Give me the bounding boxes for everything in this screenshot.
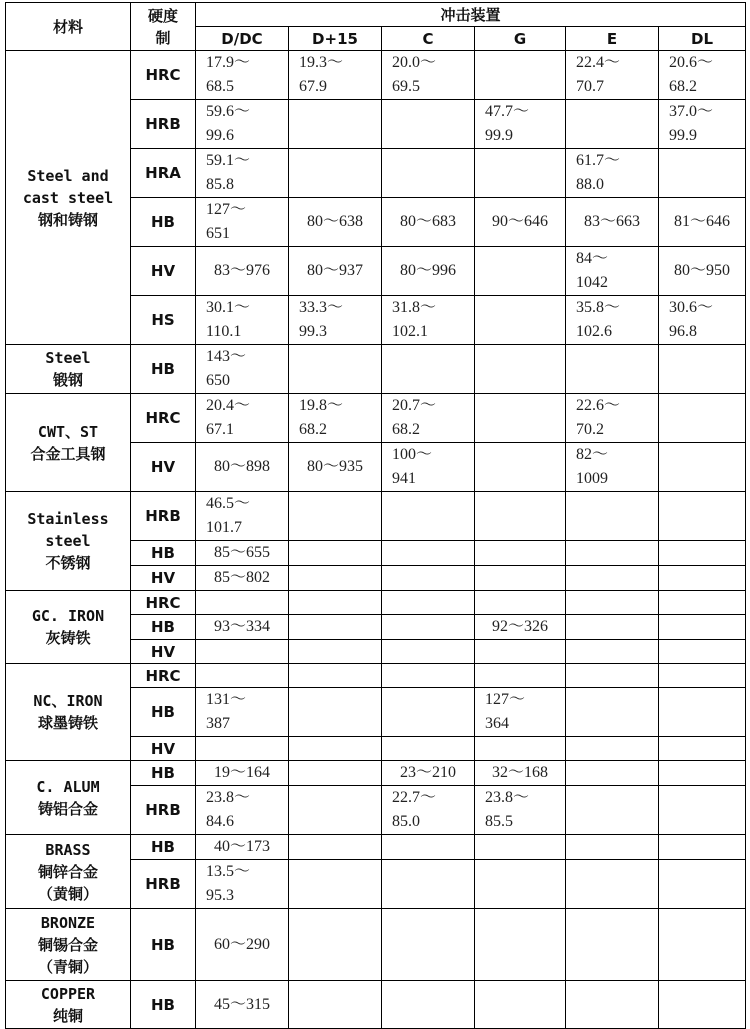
hardness-scale-cell: HRA <box>131 149 196 198</box>
value-cell: 80～638 <box>289 198 382 247</box>
value-cell <box>382 835 475 860</box>
value-cell: 32～168 <box>475 761 566 786</box>
value-cell <box>196 664 289 688</box>
value-cell: 23.8～ 85.5 <box>475 786 566 835</box>
value-cell <box>475 860 566 909</box>
value-cell: 40～173 <box>196 835 289 860</box>
table-row <box>6 664 746 688</box>
value-cell <box>566 737 659 761</box>
material-name-en: Steel <box>45 349 91 367</box>
value-cell: 93～334 <box>196 615 289 640</box>
value-cell: 80～898 <box>196 443 289 492</box>
value-cell: 19.3～ 67.9 <box>289 51 382 100</box>
value-cell: 85～655 <box>196 541 289 566</box>
value-cell <box>289 492 382 541</box>
hardness-scale-cell: HRC <box>131 591 196 615</box>
value-cell <box>289 761 382 786</box>
material-cell <box>6 51 131 345</box>
hardness-scale-cell: HB <box>131 541 196 566</box>
value-cell <box>289 688 382 737</box>
hardness-scale-cell: HS <box>131 296 196 345</box>
value-cell: 131～ 387 <box>196 688 289 737</box>
value-cell <box>475 443 566 492</box>
value-cell: 45～315 <box>196 981 289 1029</box>
table-header <box>6 3 746 51</box>
table-body <box>6 51 746 1029</box>
value-cell: 80～950 <box>659 247 746 296</box>
value-cell: 19.8～ 68.2 <box>289 394 382 443</box>
value-cell <box>566 909 659 981</box>
material-cell <box>6 394 131 492</box>
material-name-en: C. ALUM <box>36 777 100 796</box>
table-row <box>6 981 746 1029</box>
header-hardness-scale <box>131 3 196 51</box>
value-cell: 20.7～ 68.2 <box>382 394 475 443</box>
material-cell <box>6 664 131 761</box>
hardness-conversion-table-container <box>5 2 746 1029</box>
value-cell <box>659 860 746 909</box>
value-cell <box>382 737 475 761</box>
value-cell: 127～ 364 <box>475 688 566 737</box>
hardness-scale-cell: HB <box>131 615 196 640</box>
hardness-scale-cell: HB <box>131 345 196 394</box>
value-cell <box>566 591 659 615</box>
value-cell: 61.7～ 88.0 <box>566 149 659 198</box>
value-cell: 83～663 <box>566 198 659 247</box>
value-cell <box>659 149 746 198</box>
value-cell <box>475 247 566 296</box>
value-cell <box>566 100 659 149</box>
value-cell: 80～935 <box>289 443 382 492</box>
value-cell <box>659 981 746 1029</box>
header-device-dl: DL <box>659 27 746 51</box>
value-cell <box>659 615 746 640</box>
header-material: 材料 <box>6 3 131 51</box>
value-cell <box>659 640 746 664</box>
value-cell <box>475 909 566 981</box>
hardness-scale-cell: HB <box>131 981 196 1029</box>
value-cell <box>382 909 475 981</box>
hardness-scale-cell: HV <box>131 566 196 591</box>
value-cell <box>475 394 566 443</box>
value-cell: 30.6～ 96.8 <box>659 296 746 345</box>
hardness-scale-cell: HRB <box>131 786 196 835</box>
value-cell <box>196 640 289 664</box>
value-cell: 31.8～ 102.1 <box>382 296 475 345</box>
material-cell <box>6 345 131 394</box>
material-cell <box>6 591 131 664</box>
material-name-cn: 钢和铸钢 <box>37 210 98 229</box>
value-cell <box>475 664 566 688</box>
value-cell: 13.5～ 95.3 <box>196 860 289 909</box>
value-cell: 80～683 <box>382 198 475 247</box>
value-cell <box>382 541 475 566</box>
value-cell <box>566 664 659 688</box>
value-cell <box>566 345 659 394</box>
value-cell <box>382 149 475 198</box>
value-cell <box>289 541 382 566</box>
material-name-en: BRASS <box>45 840 91 859</box>
value-cell <box>382 591 475 615</box>
table-row <box>6 761 746 786</box>
material-name-cn: 合金工具钢 <box>30 444 106 463</box>
value-cell: 20.6～ 68.2 <box>659 51 746 100</box>
material-name-en: GC. IRON <box>31 607 105 625</box>
value-cell <box>566 566 659 591</box>
value-cell <box>566 492 659 541</box>
hardness-scale-cell: HV <box>131 640 196 664</box>
value-cell <box>382 688 475 737</box>
value-cell: 80～937 <box>289 247 382 296</box>
value-cell <box>566 761 659 786</box>
value-cell: 81～646 <box>659 198 746 247</box>
value-cell <box>475 345 566 394</box>
value-cell: 80～996 <box>382 247 475 296</box>
value-cell <box>659 443 746 492</box>
material-cell <box>6 981 131 1029</box>
material-name-en: Stainless steel <box>27 510 109 550</box>
value-cell <box>289 786 382 835</box>
value-cell <box>475 640 566 664</box>
hardness-scale-cell: HRC <box>131 664 196 688</box>
hardness-scale-cell: HV <box>131 737 196 761</box>
value-cell <box>659 761 746 786</box>
value-cell: 59.6～ 99.6 <box>196 100 289 149</box>
value-cell <box>289 566 382 591</box>
header-device-c: C <box>382 27 475 51</box>
value-cell: 83～976 <box>196 247 289 296</box>
table-row <box>6 51 746 100</box>
material-name-en: BRONZE <box>40 913 96 932</box>
hardness-scale-cell: HB <box>131 198 196 247</box>
value-cell <box>659 591 746 615</box>
value-cell <box>475 296 566 345</box>
value-cell <box>659 345 746 394</box>
value-cell <box>382 566 475 591</box>
value-cell <box>475 492 566 541</box>
value-cell <box>289 149 382 198</box>
hardness-scale-cell: HV <box>131 247 196 296</box>
value-cell <box>289 591 382 615</box>
value-cell <box>475 566 566 591</box>
value-cell: 100～ 941 <box>382 443 475 492</box>
value-cell <box>382 664 475 688</box>
header-device-d-dc: D/DC <box>196 27 289 51</box>
hardness-scale-cell: HB <box>131 909 196 981</box>
value-cell <box>659 541 746 566</box>
value-cell <box>659 835 746 860</box>
value-cell <box>475 981 566 1029</box>
value-cell <box>289 909 382 981</box>
value-cell: 92～326 <box>475 615 566 640</box>
hardness-scale-cell: HRC <box>131 394 196 443</box>
value-cell <box>289 640 382 664</box>
value-cell: 127～ 651 <box>196 198 289 247</box>
value-cell <box>659 566 746 591</box>
hardness-scale-cell: HV <box>131 443 196 492</box>
value-cell <box>566 640 659 664</box>
value-cell <box>196 737 289 761</box>
value-cell <box>289 615 382 640</box>
table-row <box>6 394 746 443</box>
value-cell <box>289 981 382 1029</box>
value-cell <box>382 860 475 909</box>
value-cell <box>659 909 746 981</box>
header-impact-device: 冲击装置 <box>196 3 746 27</box>
value-cell <box>382 492 475 541</box>
value-cell <box>289 860 382 909</box>
table-row <box>6 909 746 981</box>
material-name-cn: 铜锌合金 （黄铜） <box>37 862 98 903</box>
header-row-top <box>6 3 746 27</box>
value-cell <box>382 345 475 394</box>
value-cell <box>382 640 475 664</box>
value-cell: 85～802 <box>196 566 289 591</box>
hardness-conversion-table <box>5 2 746 1029</box>
value-cell <box>566 835 659 860</box>
value-cell: 143～ 650 <box>196 345 289 394</box>
value-cell <box>475 541 566 566</box>
material-name-en: COPPER <box>40 984 96 1003</box>
material-cell <box>6 909 131 981</box>
value-cell <box>566 786 659 835</box>
hardness-scale-cell: HRB <box>131 100 196 149</box>
value-cell: 82～ 1009 <box>566 443 659 492</box>
material-cell <box>6 761 131 835</box>
value-cell <box>289 835 382 860</box>
material-name-cn: 灰铸铁 <box>45 629 91 647</box>
table-row <box>6 591 746 615</box>
table-row <box>6 345 746 394</box>
value-cell <box>475 591 566 615</box>
header-device-e: E <box>566 27 659 51</box>
material-name-cn: 不锈钢 <box>45 554 91 572</box>
material-name-cn: 铜锡合金 （青铜） <box>37 935 98 976</box>
value-cell: 35.8～ 102.6 <box>566 296 659 345</box>
value-cell: 23～210 <box>382 761 475 786</box>
material-cell <box>6 835 131 909</box>
value-cell <box>566 615 659 640</box>
value-cell: 20.4～ 67.1 <box>196 394 289 443</box>
header-device-d-15: D+15 <box>289 27 382 51</box>
material-name-cn: 球墨铸铁 <box>37 714 98 732</box>
value-cell <box>289 345 382 394</box>
material-name-en: CWT、ST <box>37 422 99 441</box>
value-cell <box>566 541 659 566</box>
table-row <box>6 835 746 860</box>
value-cell: 37.0～ 99.9 <box>659 100 746 149</box>
value-cell <box>382 100 475 149</box>
value-cell <box>289 737 382 761</box>
hardness-scale-cell: HB <box>131 835 196 860</box>
value-cell: 19～164 <box>196 761 289 786</box>
value-cell: 60～290 <box>196 909 289 981</box>
value-cell <box>659 394 746 443</box>
hardness-scale-cell: HRB <box>131 860 196 909</box>
value-cell <box>475 835 566 860</box>
header-device-g: G <box>475 27 566 51</box>
value-cell: 22.6～ 70.2 <box>566 394 659 443</box>
value-cell: 23.8～ 84.6 <box>196 786 289 835</box>
value-cell <box>289 664 382 688</box>
material-name-en: Steel and cast steel <box>22 166 114 207</box>
material-name-en: NC、IRON <box>33 692 103 710</box>
table-row <box>6 492 746 541</box>
header-hardness-scale-text: 硬度 制 <box>147 6 178 47</box>
value-cell <box>659 492 746 541</box>
value-cell: 47.7～ 99.9 <box>475 100 566 149</box>
material-cell <box>6 492 131 591</box>
material-name-cn: 锻钢 <box>52 371 83 389</box>
value-cell <box>475 737 566 761</box>
hardness-scale-cell: HB <box>131 761 196 786</box>
value-cell <box>566 688 659 737</box>
value-cell: 59.1～ 85.8 <box>196 149 289 198</box>
value-cell: 46.5～ 101.7 <box>196 492 289 541</box>
value-cell <box>475 51 566 100</box>
value-cell <box>196 591 289 615</box>
material-name-cn: 铸铝合金 <box>37 799 98 818</box>
value-cell: 84～ 1042 <box>566 247 659 296</box>
value-cell <box>659 786 746 835</box>
value-cell: 17.9～ 68.5 <box>196 51 289 100</box>
value-cell <box>382 981 475 1029</box>
value-cell <box>566 981 659 1029</box>
value-cell <box>659 688 746 737</box>
hardness-scale-cell: HRB <box>131 492 196 541</box>
value-cell <box>659 737 746 761</box>
value-cell <box>382 615 475 640</box>
value-cell: 90～646 <box>475 198 566 247</box>
hardness-scale-cell: HB <box>131 688 196 737</box>
value-cell: 22.7～ 85.0 <box>382 786 475 835</box>
value-cell <box>566 860 659 909</box>
value-cell: 33.3～ 99.3 <box>289 296 382 345</box>
value-cell <box>659 664 746 688</box>
value-cell <box>289 100 382 149</box>
value-cell: 22.4～ 70.7 <box>566 51 659 100</box>
hardness-scale-cell: HRC <box>131 51 196 100</box>
value-cell: 20.0～ 69.5 <box>382 51 475 100</box>
value-cell: 30.1～ 110.1 <box>196 296 289 345</box>
material-name-cn: 纯铜 <box>52 1006 83 1025</box>
value-cell <box>475 149 566 198</box>
